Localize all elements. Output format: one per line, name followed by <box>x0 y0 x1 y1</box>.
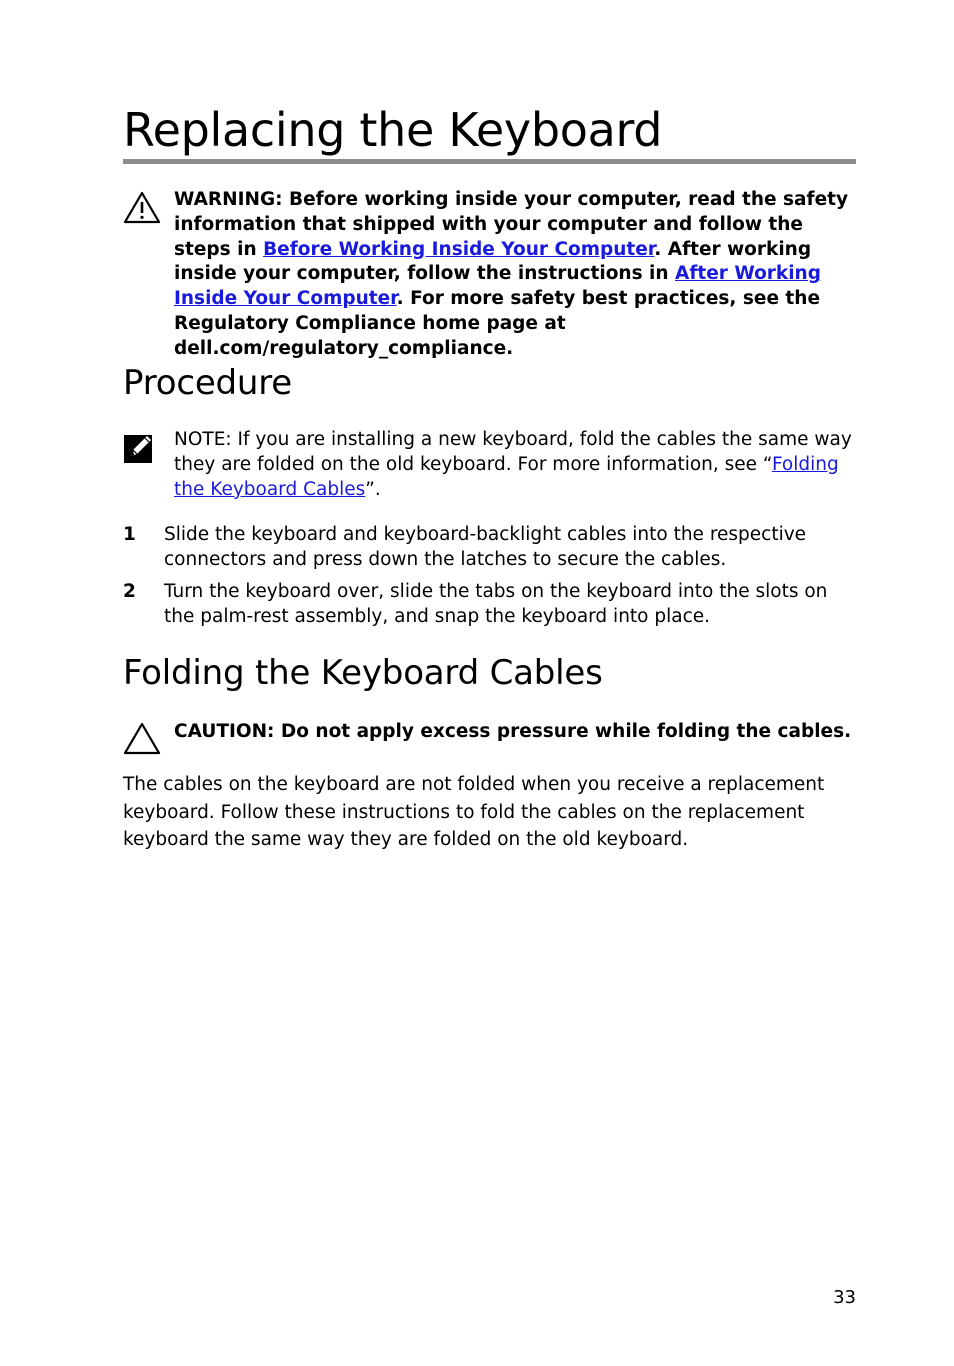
after-working-link[interactable]: After Working Inside Your Computer <box>174 263 821 310</box>
warning-notice <box>123 188 856 362</box>
procedure-steps <box>123 523 856 629</box>
folding-cables-link[interactable]: Folding the Keyboard Cables <box>174 453 839 500</box>
note-pencil-icon <box>123 430 161 464</box>
page-number: 33 <box>833 1287 856 1308</box>
procedure-heading: Procedure <box>123 363 293 403</box>
caution-text: CAUTION: Do not apply excess pressure while folding the cables. <box>174 721 852 742</box>
folding-paragraph: The cables on the keyboard are not folded when you receive a replacement keyboard. Follow these instructions to fold the cables on the replacement keyboard the same way they are folded on the old keyboard. <box>123 774 825 851</box>
warning-middle: . After working inside your computer, follow the instructions in <box>174 238 812 285</box>
warning-suffix: . For more safety best practices, see the Regulatory Compliance home page at dell.com/regulatory_compliance. <box>174 288 820 359</box>
step-text: Turn the keyboard over, slide the tabs on the keyboard into the slots on the palm-rest assembly, and snap the keyboard into place. <box>164 581 828 627</box>
step-item <box>123 523 856 572</box>
warning-prefix: WARNING: Before working inside your computer, read the safety information that shipped with your computer and follow the steps in <box>174 189 849 260</box>
note-notice <box>123 428 856 502</box>
note-suffix: ”. <box>365 478 381 500</box>
step-item <box>123 580 856 629</box>
caution-notice <box>123 720 856 745</box>
page-title: Replacing the Keyboard <box>123 103 663 157</box>
note-prefix: NOTE: If you are installing a new keyboard, fold the cables the same way they are folded on the old keyboard. For more information, see “ <box>174 429 852 475</box>
title-underline <box>123 159 856 164</box>
caution-triangle-icon <box>123 721 161 755</box>
warning-text <box>174 188 856 362</box>
before-working-link[interactable]: Before Working Inside Your Computer <box>263 238 655 260</box>
warning-triangle-icon <box>123 190 161 224</box>
step-number: 2 <box>123 581 136 602</box>
step-text: Slide the keyboard and keyboard-backlight cables into the respective connectors and press down the latches to secure the cables. <box>164 524 807 570</box>
step-number: 1 <box>123 524 136 545</box>
folding-heading: Folding the Keyboard Cables <box>123 653 603 693</box>
note-text <box>174 428 856 502</box>
